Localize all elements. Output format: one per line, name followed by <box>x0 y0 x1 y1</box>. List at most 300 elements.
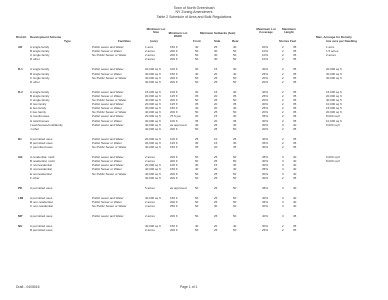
cell: 2 acres <box>145 53 155 58</box>
cell: 30 <box>195 163 199 168</box>
cell: 35 <box>293 126 297 131</box>
cell: 3 <box>282 199 284 204</box>
cell: 200 ft <box>170 110 178 115</box>
cell: 40,000 sq ft <box>145 171 161 176</box>
cell: Public Sewer or Water <box>92 199 122 204</box>
cell: 30% <box>262 224 269 229</box>
cell: 200 ft <box>170 57 178 62</box>
cell: 50 <box>195 199 199 204</box>
cell: 30% <box>262 145 269 149</box>
cell: 50 <box>195 214 199 219</box>
cell: 2 acres <box>326 53 336 58</box>
cell: Public sewer and Water <box>92 114 124 119</box>
cell: 150 ft <box>170 167 178 172</box>
cell: 40,000 sq ft <box>145 145 161 149</box>
cell: 50 <box>195 171 199 176</box>
cell: 25 <box>214 214 218 219</box>
col-facilities: Facilities <box>118 39 131 43</box>
cell: 35% <box>262 167 269 172</box>
cell: 35 <box>293 114 297 119</box>
cell: 25 <box>214 199 218 204</box>
cell: 35 <box>195 145 199 149</box>
header-line-1: Town of North Greenbush <box>173 6 215 10</box>
cell: 3 <box>282 159 284 164</box>
cell: 10% <box>262 49 269 54</box>
cell: 30% <box>262 67 269 72</box>
cell: 2 <box>282 106 284 111</box>
cell: 200 ft <box>170 49 178 54</box>
cell: 2 <box>282 89 284 94</box>
cell: 2 <box>282 75 284 80</box>
cell: 200 ft <box>170 53 178 58</box>
district-code: PD <box>18 185 23 190</box>
col-max-density: Max. Acreage for Density <box>316 35 352 39</box>
cell: 50 <box>195 110 199 115</box>
cell: 30% <box>262 118 269 123</box>
cell: 30,000 sq ft <box>145 140 161 145</box>
cell: 35 <box>293 140 297 145</box>
cell: 125 ft <box>170 102 178 107</box>
cell: 2 <box>282 98 284 102</box>
cell: 3 <box>282 195 284 200</box>
col-rear: Rear <box>232 39 239 43</box>
cell: 30 <box>233 89 237 94</box>
district-code: MP <box>18 214 23 219</box>
cell: 30,000 sq ft <box>145 106 161 111</box>
cell: 2 <box>282 136 284 141</box>
cell: 50 <box>195 53 199 58</box>
cell: C nonresidential <box>30 163 52 168</box>
cell: 150 ft <box>170 145 178 149</box>
cell: 2 acres <box>145 199 155 204</box>
cell: 40 <box>293 159 297 164</box>
cell: 2 <box>282 228 284 233</box>
cell: 50 <box>233 155 237 160</box>
cell: Public sewer and Water <box>92 102 124 107</box>
col-front: Front <box>193 39 201 43</box>
cell: 2 <box>282 93 284 98</box>
cell: 40,000 sq ft <box>145 224 161 229</box>
cell: Public Sewer or Water <box>92 167 122 172</box>
cell: 35 <box>293 53 297 58</box>
col-height-sub: Stories Feet <box>279 39 297 43</box>
cell: 35 <box>293 79 297 84</box>
cell: 50 <box>195 98 199 102</box>
cell: 3 <box>282 155 284 160</box>
cell: No Public Sewer or Water <box>92 110 127 115</box>
footer-date: Draft - 04/08/16 <box>16 285 40 289</box>
cell: 35 <box>195 93 199 98</box>
cell: 2 <box>282 224 284 229</box>
cell: 50 <box>233 75 237 80</box>
cell: 30 <box>214 53 218 58</box>
col-lots-acre: lots acre per Dwelling <box>326 39 358 43</box>
cell: 25 <box>214 122 218 127</box>
cell: 25 <box>214 175 218 180</box>
cell: 40,000 sq ft <box>145 175 161 180</box>
cell: 40% <box>262 214 269 219</box>
col-development: Development Scheme <box>30 35 62 39</box>
cell: 2 <box>282 114 284 119</box>
cell: 2 acres <box>145 159 155 164</box>
cell: 50 <box>195 49 199 54</box>
cell: 20% <box>262 110 269 115</box>
col-max-height: Maximum Height <box>282 27 296 35</box>
cell: 50 <box>195 126 199 131</box>
cell: 25% <box>262 106 269 111</box>
cell: 30% <box>262 122 269 127</box>
cell: 3 <box>282 167 284 172</box>
cell: 3 acres <box>145 204 155 208</box>
cell: 150 ft <box>170 106 178 111</box>
cell: 40 <box>293 155 297 160</box>
cell: 2 <box>282 67 284 72</box>
cell: 200 ft <box>170 175 178 180</box>
cell: 200 ft <box>170 126 178 131</box>
table-row <box>0 128 388 132</box>
cell: 200 ft <box>170 98 178 102</box>
cell: 200 ft <box>170 199 178 204</box>
cell: 30,000 sq ft <box>145 118 161 123</box>
cell: 45 <box>293 214 297 219</box>
cell: 20,000 sq ft <box>145 102 161 107</box>
cell: 50 <box>195 228 199 233</box>
cell: 35 <box>293 110 297 115</box>
cell: 2 <box>282 145 284 149</box>
footer-page: Page 1 of 1 <box>180 285 198 289</box>
cell: 30 <box>195 67 199 72</box>
table-row <box>0 229 388 233</box>
cell: 25% <box>262 228 269 233</box>
cell: 40,000 sq ft <box>145 98 161 102</box>
cell: 40,000 sq ft <box>145 126 161 131</box>
cell: 100 ft <box>170 163 178 168</box>
table-row <box>0 187 388 191</box>
cell: B single family <box>30 71 50 76</box>
cell: Public Sewer or Water <box>92 118 122 123</box>
cell: 25 <box>214 155 218 160</box>
cell: 100 ft <box>170 67 178 72</box>
cell: 50 <box>233 126 237 131</box>
cell: No Public Sewer or Water <box>92 75 127 80</box>
district-code: NH <box>18 224 23 229</box>
cell: 30 <box>214 204 218 208</box>
cell: 50 <box>233 214 237 219</box>
cell: H townhouses <box>30 118 50 123</box>
cell: A permitted uses <box>30 224 53 229</box>
cell: 50 <box>233 175 237 180</box>
cell: 50 <box>233 110 237 115</box>
cell: 35 <box>293 89 297 94</box>
cell: 50 <box>195 79 199 84</box>
cell: 20 <box>214 145 218 149</box>
cell: 50 <box>233 228 237 233</box>
cell: 40% <box>262 163 269 168</box>
cell: Public Sewer or Water <box>92 71 122 76</box>
cell: 10 <box>214 136 218 141</box>
cell: J other <box>30 126 40 131</box>
cell: 100 ft <box>170 136 178 141</box>
cell: 25% <box>262 71 269 76</box>
cell: 35% <box>262 155 269 160</box>
cell: 35 <box>293 45 297 49</box>
cell: 20,000 sq ft <box>145 136 161 141</box>
cell: C permitted uses <box>30 145 53 149</box>
cell: 40,000 sq ft <box>145 75 161 80</box>
cell: Public sewer and Water <box>92 136 124 141</box>
cell: Public sewer and Water <box>92 214 124 219</box>
cell: 20,000 sq ft <box>326 93 342 98</box>
cell: B single family <box>30 93 50 98</box>
table-row <box>0 81 388 85</box>
cell: 3 <box>282 204 284 208</box>
cell: Public Sewer or Water <box>92 93 122 98</box>
cell: 2 acres <box>145 214 155 219</box>
col-min-frontage: Minimum Lot Width <box>168 31 188 39</box>
cell: 15 <box>214 140 218 145</box>
cell: 2 <box>282 71 284 76</box>
cell: 20 <box>214 102 218 107</box>
cell: 35 <box>233 118 237 123</box>
cell: 30 <box>233 140 237 145</box>
cell: A permitted uses <box>30 185 53 190</box>
cell: 20 <box>214 106 218 111</box>
cell: 30 <box>214 57 218 62</box>
cell: 35 <box>293 71 297 76</box>
cell: 200 ft <box>170 155 178 160</box>
cell: 40 <box>293 163 297 168</box>
cell: 25 <box>214 159 218 164</box>
cell: 2 <box>282 126 284 131</box>
cell: 35 <box>195 102 199 107</box>
cell: 40 <box>195 45 199 49</box>
cell: 25% <box>262 93 269 98</box>
cell: A permitted uses <box>30 136 53 141</box>
cell: No Public Sewer or Water <box>92 204 127 208</box>
cell: 200 ft <box>170 75 178 80</box>
cell: No Public Sewer or Water <box>92 98 127 102</box>
cell: 40,000 sq ft <box>326 75 342 80</box>
cell: 40 <box>293 171 297 176</box>
cell: 15,000 sq ft <box>326 89 342 94</box>
cell: Public sewer and Water <box>92 67 124 72</box>
cell: A permitted uses <box>30 214 53 219</box>
cell: 20% <box>262 75 269 80</box>
table-row <box>0 146 388 150</box>
col-district: District <box>16 35 27 39</box>
cell: 20,000 sq ft <box>326 67 342 72</box>
cell: 30 <box>233 163 237 168</box>
cell: 30,000 sq ft <box>326 71 342 76</box>
cell: 50 <box>195 159 199 164</box>
cell: 15 <box>214 163 218 168</box>
cell: 20 <box>214 93 218 98</box>
cell: 250 ft <box>170 204 178 208</box>
col-setbacks: Minimum Setbacks (feet) <box>200 31 236 35</box>
cell: 20 <box>214 167 218 172</box>
cell: 15 <box>214 67 218 72</box>
cell: 30 <box>195 140 199 145</box>
district-code: B1 <box>18 136 22 141</box>
cell: Public sewer and Water <box>92 45 124 49</box>
cell: 25 <box>214 185 218 190</box>
cell: 40 <box>293 167 297 172</box>
cell: 200 ft <box>170 171 178 176</box>
cell: 1 acre <box>326 45 335 49</box>
cell: A residential, multi <box>30 155 55 160</box>
cell: 40 <box>233 45 237 49</box>
cell: 35 <box>293 145 297 149</box>
cell: 35 <box>293 75 297 80</box>
cell: Public Sewer or Water <box>92 140 122 145</box>
cell: 20 <box>214 224 218 229</box>
cell: D two family <box>30 102 47 107</box>
cell: 35 <box>293 228 297 233</box>
cell: 3 <box>282 122 284 127</box>
cell: 40 <box>233 71 237 76</box>
cell: 3 <box>282 171 284 176</box>
cell: as approved <box>170 185 187 190</box>
cell: 25 <box>214 126 218 131</box>
cell: 2 <box>282 118 284 123</box>
cell: D other <box>30 79 40 84</box>
cell: 30 <box>233 67 237 72</box>
cell: 20 <box>214 118 218 123</box>
cell: 2 <box>282 53 284 58</box>
cell: 40 <box>293 122 297 127</box>
cell: 35 <box>233 93 237 98</box>
cell: 50 <box>195 75 199 80</box>
cell: Public sewer and Water <box>92 122 124 127</box>
cell: 20 <box>214 71 218 76</box>
cell: 35 <box>293 106 297 111</box>
cell: 35% <box>262 199 269 204</box>
cell: B permitted uses <box>30 140 53 145</box>
cell: 20,000 sq ft <box>145 114 161 119</box>
cell: C non-residential <box>30 204 53 208</box>
col-min-lot: Minimum Lot Size <box>146 27 166 35</box>
cell: 40 <box>195 71 199 76</box>
cell: 60 <box>195 204 199 208</box>
cell: 200 ft <box>170 159 178 164</box>
cell: 125 ft <box>170 140 178 145</box>
cell: 2 <box>282 140 284 145</box>
cell: 200 ft <box>170 79 178 84</box>
cell: 1 acre <box>145 45 154 49</box>
cell: 30,000 sq ft <box>145 71 161 76</box>
cell: A single family <box>30 89 50 94</box>
cell: 15 <box>214 114 218 119</box>
cell: No Public Sewer or Water <box>92 53 127 58</box>
district-code: AR <box>18 45 23 49</box>
cell: 20% <box>262 79 269 84</box>
cell: 35 <box>195 118 199 123</box>
cell: 40 <box>293 195 297 200</box>
cell: 35 <box>293 136 297 141</box>
cell: B single family <box>30 49 50 54</box>
table-row <box>0 205 388 209</box>
cell: 25 <box>195 136 199 141</box>
cell: 50 <box>233 79 237 84</box>
cell: 40 <box>233 122 237 127</box>
col-max-lot-coverage: Maximum Lot Coverage <box>256 27 276 35</box>
cell: 150 ft <box>170 195 178 200</box>
cell: 150 ft <box>170 45 178 49</box>
cell: 40 <box>233 106 237 111</box>
document-header <box>0 6 388 19</box>
cell: 5 acres <box>145 185 155 190</box>
cell: 35% <box>262 140 269 145</box>
cell: 40,000 sq ft <box>145 167 161 172</box>
cell: 200 ft <box>170 214 178 219</box>
cell: 20,000 sq ft <box>145 93 161 98</box>
cell: D nonresidential <box>30 167 52 172</box>
cell: 25 <box>214 110 218 115</box>
cell: 35% <box>262 185 269 190</box>
cell: E two family <box>30 106 47 111</box>
cell: 50 <box>233 195 237 200</box>
cell: 20% <box>262 45 269 49</box>
cell: 40 <box>195 167 199 172</box>
col-type: Type <box>64 39 71 43</box>
cell: 35 <box>293 102 297 107</box>
cell: Public Sewer or Water <box>92 106 122 111</box>
cell: 40% <box>262 195 269 200</box>
cell: 2 <box>282 175 284 180</box>
cell: A single family <box>30 67 50 72</box>
cell: 3 <box>282 185 284 190</box>
cell: E nonresidential <box>30 171 52 176</box>
cell: Public Sewer or Water <box>92 49 122 54</box>
cell: 40,000 sq ft <box>326 98 342 102</box>
cell: 40 <box>233 167 237 172</box>
cell: 35 <box>233 145 237 149</box>
cell: 75 ft per <box>170 114 182 119</box>
cell: 20% <box>262 98 269 102</box>
cell: C single family <box>30 53 50 58</box>
cell: 40 <box>195 122 199 127</box>
cell: 25 <box>214 75 218 80</box>
cell: 125 ft <box>170 93 178 98</box>
cell: Public sewer and Water <box>92 195 124 200</box>
cell: C single family <box>30 75 50 80</box>
cell: 40 <box>195 224 199 229</box>
cell: 25 <box>214 228 218 233</box>
cell: 20,000 sq ft <box>326 110 342 115</box>
cell: 50 <box>195 195 199 200</box>
cell: 50 <box>233 49 237 54</box>
cell: 40,000 sq ft <box>145 110 161 115</box>
table-row <box>0 215 388 219</box>
cell: 40,000 sq ft <box>145 195 161 200</box>
cell: 2 <box>282 45 284 49</box>
cell: 10,000 sq ft <box>326 118 342 123</box>
cell: 50 <box>195 57 199 62</box>
table-row <box>0 58 388 62</box>
cell: 10,000 sq ft <box>326 102 342 107</box>
cell: 8,000 sq ft <box>326 159 341 164</box>
cell: 2 acres <box>145 57 155 62</box>
col-min-lot-size: (size) <box>150 39 158 43</box>
cell: 40 <box>233 224 237 229</box>
cell: 25 <box>214 195 218 200</box>
cell: 35 <box>293 118 297 123</box>
cell: 2 acres <box>145 228 155 233</box>
cell: 25 <box>214 79 218 84</box>
cell: 2 acres <box>145 49 155 54</box>
cell: 6,000 sq ft <box>326 122 341 127</box>
district-code: LMI <box>18 195 24 200</box>
